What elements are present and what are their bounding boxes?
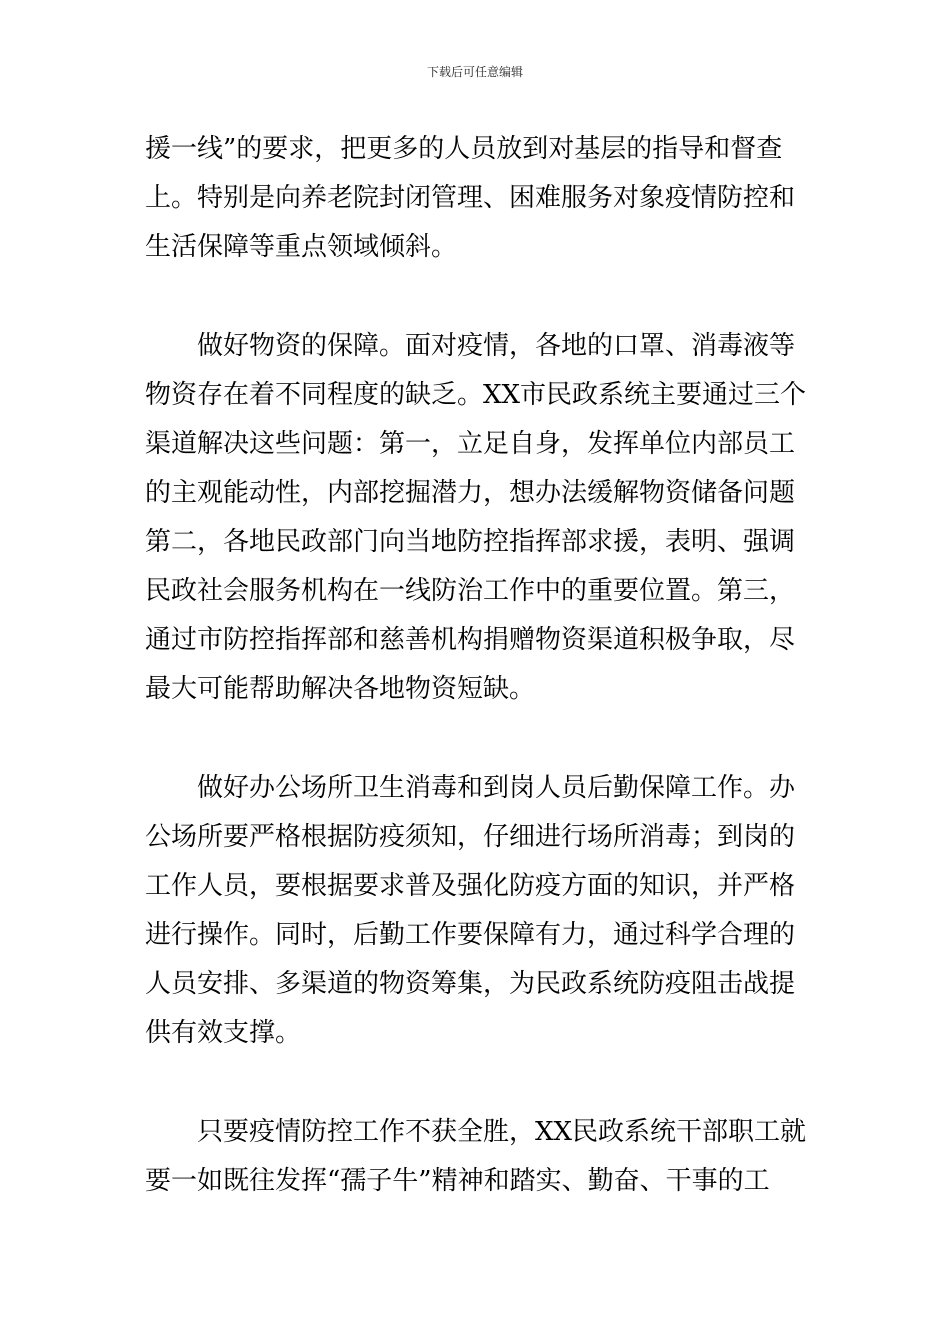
paragraph-gap [145, 272, 811, 322]
text-line: 上。特别是向养老院封闭管理、困难服务对象疫情防控和 [145, 183, 796, 213]
paragraph-2 [145, 322, 811, 714]
text-line: 要一如既往发挥“孺子牛”精神和踏实、勤奋、干事的工 [145, 1166, 770, 1196]
text-line: 进行操作。同时，后勤工作要保障有力，通过科学合理的 [145, 920, 796, 950]
paragraph-gap [145, 714, 811, 764]
text-line: 物资存在着不同程度的缺乏。XX市民政系统主要通过三个 [145, 380, 807, 410]
text-line: 只要疫情防控工作不获全胜，XX民政系统干部职工就 [145, 1117, 807, 1147]
page-header-note: 下载后可任意编辑 [426, 65, 523, 79]
text-line: 供有效支撑。 [145, 1018, 302, 1048]
text-line: 第二，各地民政部门向当地防控指挥部求援，表明、强调 [145, 527, 796, 557]
paragraph-4 [145, 1108, 811, 1206]
paragraph-1 [145, 125, 811, 272]
text-line: 工作人员，要根据要求普及强化防疫方面的知识，并严格 [145, 871, 796, 901]
text-line: 做好办公场所卫生消毒和到岗人员后勤保障工作。办 [145, 773, 796, 803]
text-line: 渠道解决这些问题：第一，立足自身，发挥单位内部员工 [145, 429, 796, 459]
text-line: 最大可能帮助解决各地物资短缺。 [145, 674, 536, 704]
document-body [145, 125, 811, 1206]
text-line: 民政社会服务机构在一线防治工作中的重要位置。第三， [145, 576, 796, 606]
text-line: 援一线”的要求，把更多的人员放到对基层的指导和督查 [145, 134, 783, 164]
text-line: 人员安排、多渠道的物资筹集，为民政系统防疫阻击战提 [145, 969, 796, 999]
text-line: 做好物资的保障。面对疫情，各地的口罩、消毒液等 [145, 331, 796, 361]
paragraph-gap [145, 1058, 811, 1108]
paragraph-3 [145, 764, 811, 1058]
text-line: 通过市防控指挥部和慈善机构捐赠物资渠道积极争取，尽 [145, 625, 796, 655]
text-line: 生活保障等重点领域倾斜。 [145, 232, 458, 262]
text-line: 公场所要严格根据防疫须知，仔细进行场所消毒；到岗的 [145, 822, 796, 852]
text-line: 的主观能动性，内部挖掘潜力，想办法缓解物资储备问题 [145, 478, 796, 508]
